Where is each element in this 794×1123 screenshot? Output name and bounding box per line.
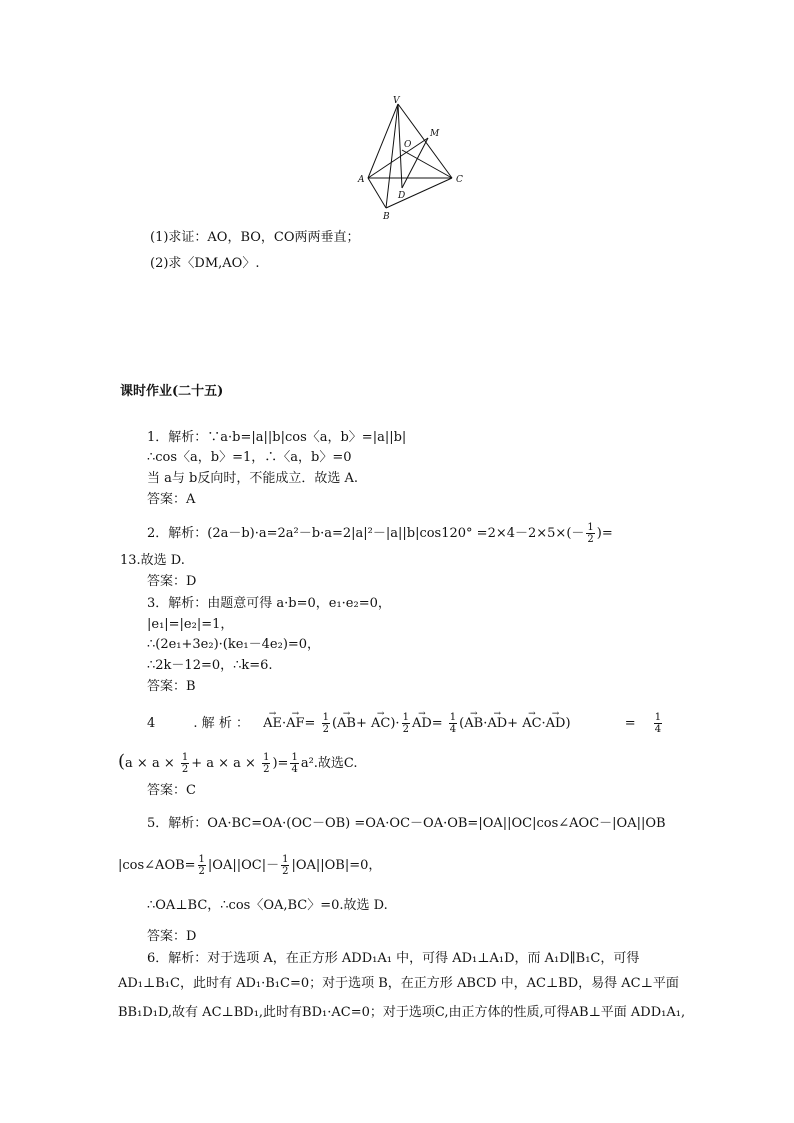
solution-1-line-3: 当 a与 b反向时，不能成立．故选 A. (147, 471, 358, 486)
solution-1-answer: 答案：A (147, 492, 196, 507)
solution-5-line-3: ∴OA⊥BC，∴cos〈OA,BC〉=0.故选 D. (147, 898, 388, 913)
solution-3-line-3: ∴(2e₁+3e₂)·(ke₁－4e₂)=0， (147, 637, 321, 652)
vertex-label-o: O (404, 140, 412, 150)
solution-3-answer: 答案：B (147, 679, 196, 694)
solution-6-line-2: AD₁⊥B₁C，此时有 AD₁·B₁C=0；对于选项 B，在正方形 ABCD 中，AC⊥BD，易得 AC⊥平面 (118, 976, 679, 991)
vertex-label-a: A (358, 175, 365, 185)
solution-2-line-2: 13.故选 D. (120, 553, 185, 568)
solution-5-answer: 答案：D (147, 929, 197, 944)
vertex-label-c: C (456, 175, 463, 185)
solution-3-line-4: ∴2k－12=0，∴k=6. (147, 658, 273, 673)
section-title: 课时作业(二十五) (120, 384, 224, 399)
solution-6-line-1: 6．解析：对于选项 A，在正方形 ADD₁A₁ 中，可得 AD₁⊥A₁D，而 A₁D∥B₁C，可得 (147, 951, 640, 966)
solution-4-line-2: (a × a × $\frac{1}{2}$ + a × a × $\frac{1}{2}$ )= $\frac{1}{4}$ a².故选C. (118, 751, 358, 775)
vertex-label-m: M (430, 129, 440, 139)
solution-2-answer: 答案：D (147, 574, 197, 589)
solution-3-line-2: |e₁|=|e₂|=1， (147, 617, 234, 632)
fraction-half: $\frac{1}{2}$ (587, 522, 594, 545)
vertex-label-d: D (398, 191, 406, 201)
solution-5-line-1: 5．解析：OA·BC=OA·(OC－OB) =OA·OC－OA·OB=|OA||OC|cos∠AOC－|OA||OB (147, 816, 666, 831)
solution-1-line-1: 1．解析：∵a·b=|a||b|cos〈a，b〉=|a||b| (147, 430, 407, 445)
vertex-label-b: B (383, 212, 390, 222)
solution-6-line-3: BB₁D₁D,故有 AC⊥BD₁,此时有BD₁·AC=0；对于选项C,由正方体的性质,可得AB⊥平面 ADD₁A₁, (118, 1005, 686, 1020)
solution-4-answer: 答案：C (147, 783, 196, 798)
tetrahedron-figure (350, 92, 480, 232)
solution-4-line-1: 4 . 解 析 ： → AE·→ AF= $\frac{1}{2}$ (→ AB+ → AC)· $\frac{1}{2}$ → AD= $\frac{1}{4}$ (→ AB·→ AD+ → AC·→ AD) = $\frac{1}{4}$ (147, 712, 664, 735)
vertex-label-v: V (393, 96, 400, 106)
problem-part-2: (2)求〈DM,AO〉. (150, 256, 260, 271)
solution-2-line-1: 2．解析：(2a－b)·a=2a²－b·a=2|a|²－|a||b|cos120° =2×4－2×5×(－ $\frac{1}{2}$ )= (147, 522, 613, 545)
problem-part-1: (1)求证：AO，BO，CO两两垂直； (150, 230, 360, 245)
solution-5-line-2: |cos∠AOB= $\frac{1}{2}$ |OA||OC|－ $\frac{1}{2}$ |OA||OB|=0， (118, 854, 382, 877)
solution-1-line-2: ∴cos〈a，b〉=1，∴〈a，b〉=0 (147, 450, 352, 465)
solution-2-text: 2．解析：(2a－b)·a=2a²－b·a=2|a|²－|a||b|cos120° =2×4－2×5×(－ (147, 526, 585, 541)
solution-3-line-1: 3．解析：由题意可得 a·b=0，e₁·e₂=0， (147, 596, 391, 611)
